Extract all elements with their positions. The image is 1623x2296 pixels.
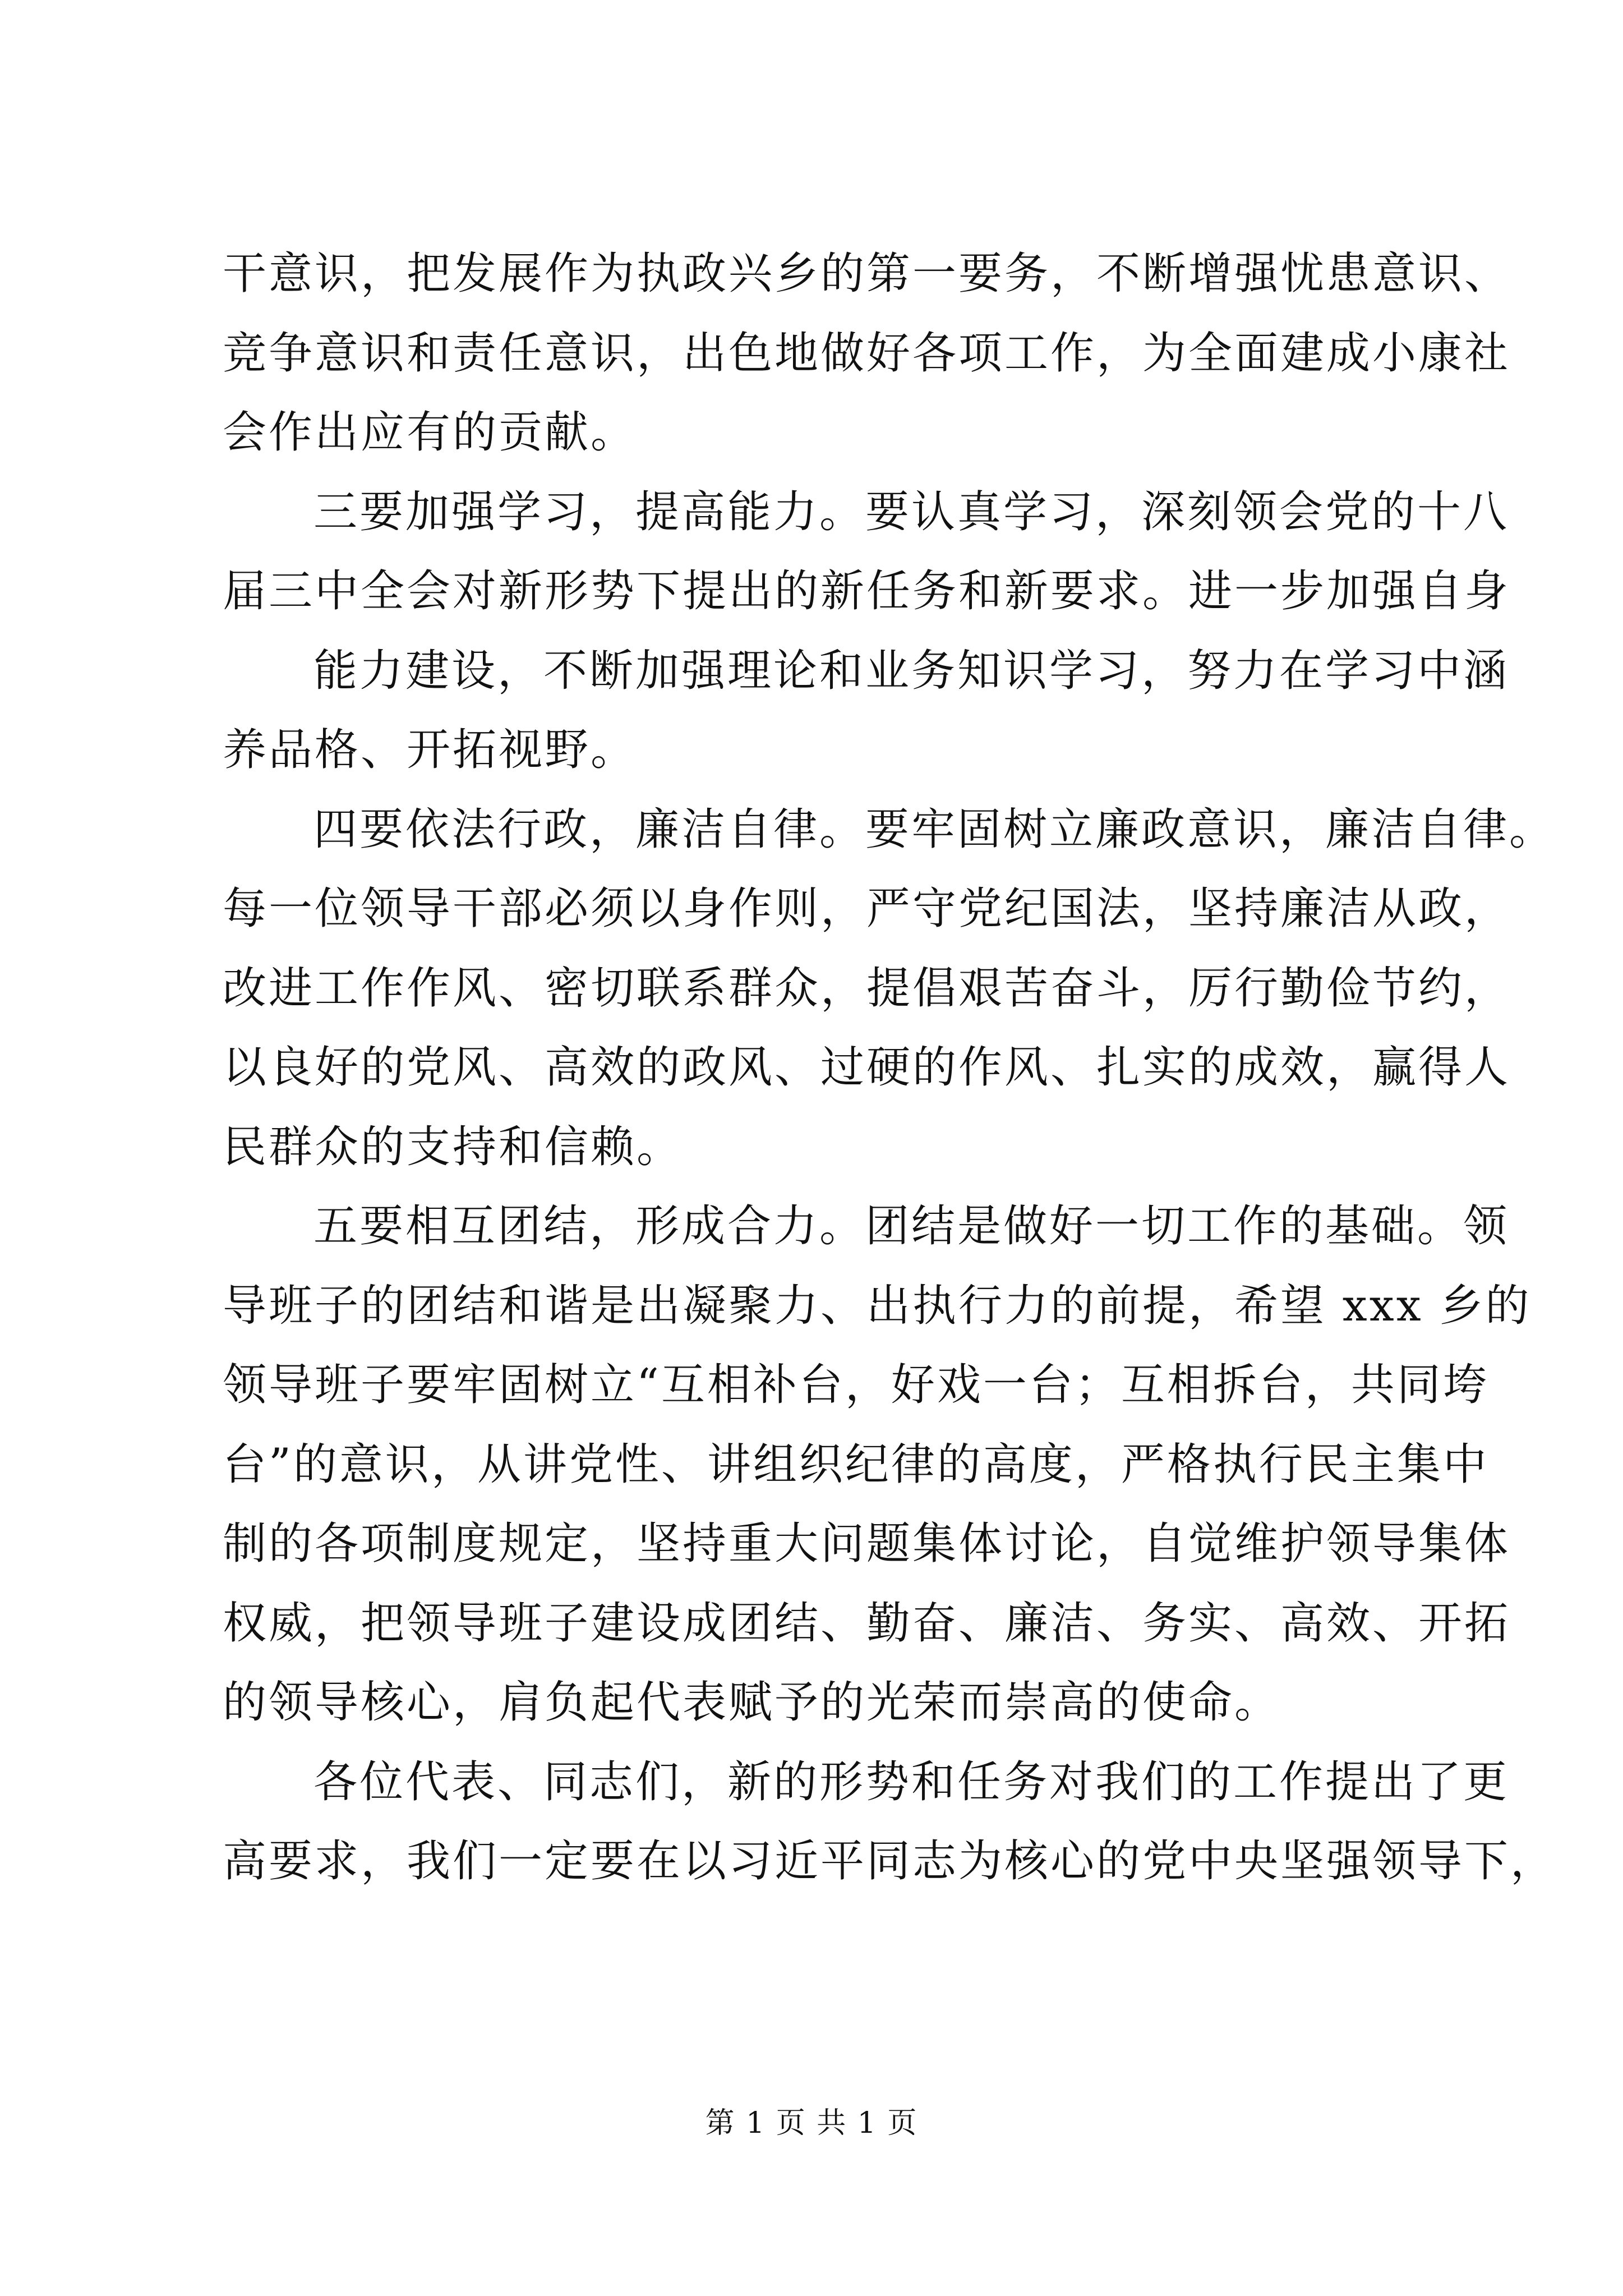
text-line: 届三中全会对新形势下提出的新任务和新要求。进一步加强自身 [223,566,1511,616]
document-body [223,234,1557,1902]
text-line: 的领导核心，肩负起代表赋予的光荣而崇高的使命。 [223,1677,1281,1728]
text-line: 民群众的支持和信赖。 [223,1121,683,1172]
text-line: 会作出应有的贡献。 [223,407,637,458]
text-line: 台”的意识，从讲党性、讲组织纪律的高度，严格执行民主集中 [223,1439,1489,1490]
paragraph-2 [223,473,1511,632]
paragraph-3 [223,632,1510,790]
text-line: 领导班子要牢固树立“互相补台，好戏一台；互相拆台，共同垮 [223,1360,1489,1410]
paragraph-6 [223,1743,1557,1902]
text-line: 高要求，我们一定要在以习近平同志为核心的党中央坚强领导下， [223,1836,1557,1887]
text-line: 制的各项制度规定，坚持重大问题集体讨论，自觉维护领导集体 [223,1519,1511,1569]
text-line: 干意识，把发展作为执政兴乡的第一要务，不断增强忧患意识、 [223,249,1511,299]
text-line: 能力建设，不断加强理论和业务知识学习，努力在学习中涵 [313,645,1510,696]
paragraph-4 [223,790,1556,1188]
text-line: 五要相互团结，形成合力。团结是做好一切工作的基础。领 [313,1201,1510,1251]
text-line: 竞争意识和责任意识，出色地做好各项工作，为全面建成小康社 [223,328,1511,379]
text-line: 每一位领导干部必须以身作则，严守党纪国法，坚持廉洁从政， [223,884,1511,934]
paragraph-5 [223,1187,1532,1743]
text-line: 三要加强学习，提高能力。要认真学习，深刻领会党的十八 [313,486,1510,537]
text-line: 改进工作作风、密切联系群众，提倡艰苦奋斗，厉行勤俭节约， [223,963,1511,1014]
text-line: 四要依法行政，廉洁自律。要牢固树立廉政意识，廉洁自律。 [313,804,1556,855]
text-line: 以良好的党风、高效的政风、过硬的作风、扎实的成效，赢得人 [223,1042,1511,1093]
text-line: 养品格、开拓视野。 [223,725,637,775]
text-line: 各位代表、同志们，新的形势和任务对我们的工作提出了更 [313,1756,1510,1807]
paragraph-1 [223,234,1511,473]
text-line: 导班子的团结和谐是出凝聚力、出执行力的前提，希望 xxx 乡的 [223,1280,1532,1331]
page-number-footer: 第 1 页 共 1 页 [705,2106,918,2140]
text-line: 权威，把领导班子建设成团结、勤奋、廉洁、务实、高效、开拓 [223,1598,1511,1649]
